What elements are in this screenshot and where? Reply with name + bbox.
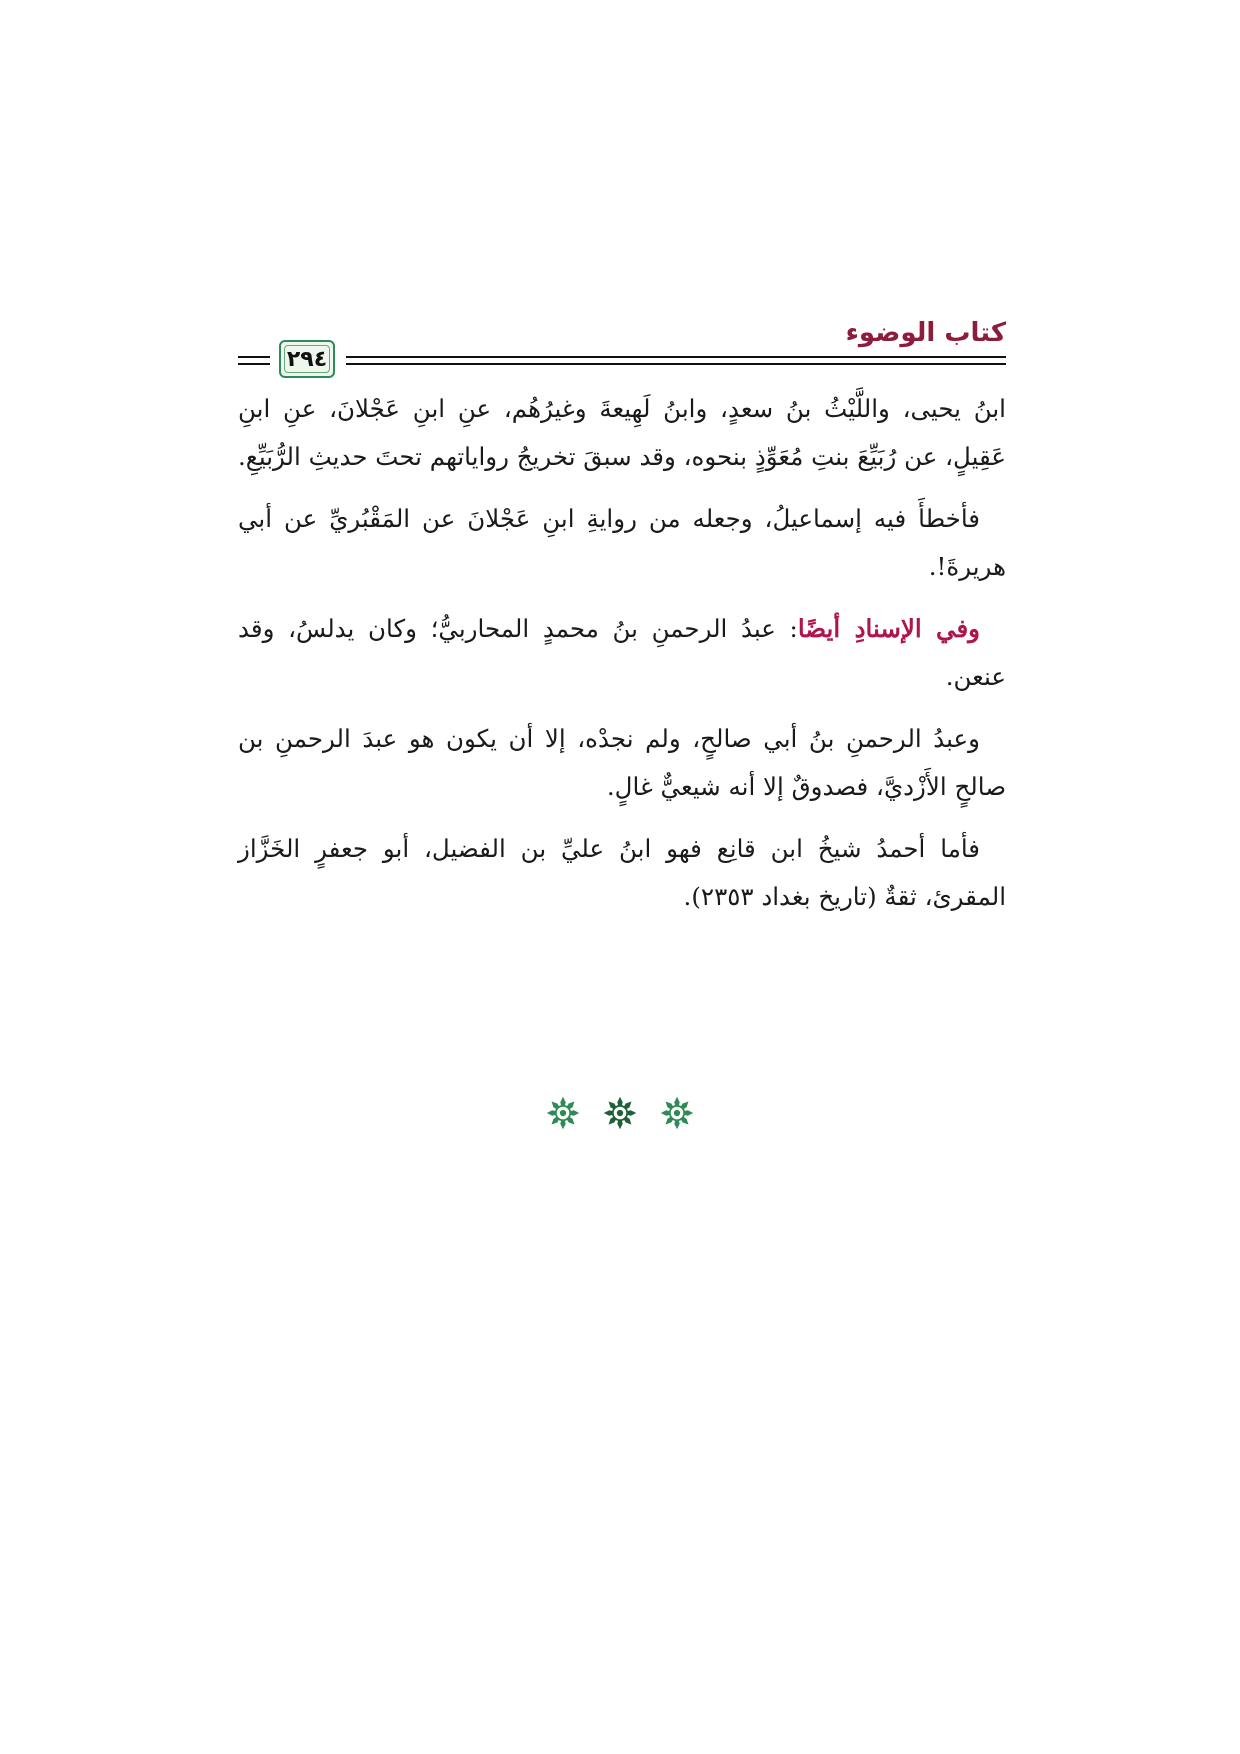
header-rule-bottom [346,363,1006,365]
header-rule-top [346,356,1006,358]
header-rule-left-top [238,356,270,358]
section-end-ornaments [0,1095,1240,1131]
paragraph-5: فأما أحمدُ شيخُ ابن قانِع فهو ابنُ عليِّ بن الفضيل، أبو جعفرٍ الخَزَّاز المقرئ، ثقةٌ (تاريخ بغداد ٢٣٥٣). [238,834,1006,911]
page-header [238,316,1006,386]
paragraph-3-text: : عبدُ الرحمنِ بنُ محمدٍ المحاربيُّ؛ وكان يدلسُ، وقد عنعن. [238,614,1006,691]
star-flower-icon [659,1095,695,1131]
book-title: كتاب الوضوء [845,318,1006,348]
page-number: ٢٩٤ [286,346,328,372]
paragraph-3 [238,605,1006,701]
paragraph-3-highlight: وفي الإسنادِ أيضًا [797,614,981,643]
header-rule-left-bottom [238,363,270,365]
star-flower-icon [545,1095,581,1131]
star-flower-icon [602,1095,638,1131]
paragraph-4: وعبدُ الرحمنِ بنُ أبي صالحٍ، ولم نجدْه، إلا أن يكون هو عبدَ الرحمنِ بن صالحٍ الأَزْديَّ، فصدوقٌ إلا أنه شيعيٌّ غالٍ. [238,724,1006,801]
paragraph-1: ابنُ يحيى، واللَّيْثُ بنُ سعدٍ، وابنُ لَهِيعةَ وغيرُهُم، عنِ ابنِ عَجْلانَ، عنِ ابنِ عَقِيلٍ، عن رُبَيِّعَ بنتِ مُعَوِّذٍ بنحوه، وقد سبقَ تخريجُ رواياتهم تحتَ حديثِ الرُّبَيِّعِ. [238,394,1006,471]
page-number-badge [279,340,335,378]
page-body [238,385,1006,935]
paragraph-2: فأخطأَ فيه إسماعيلُ، وجعله من روايةِ ابنِ عَجْلانَ عن المَقْبُريِّ عن أبي هريرةَ!. [238,504,1006,581]
